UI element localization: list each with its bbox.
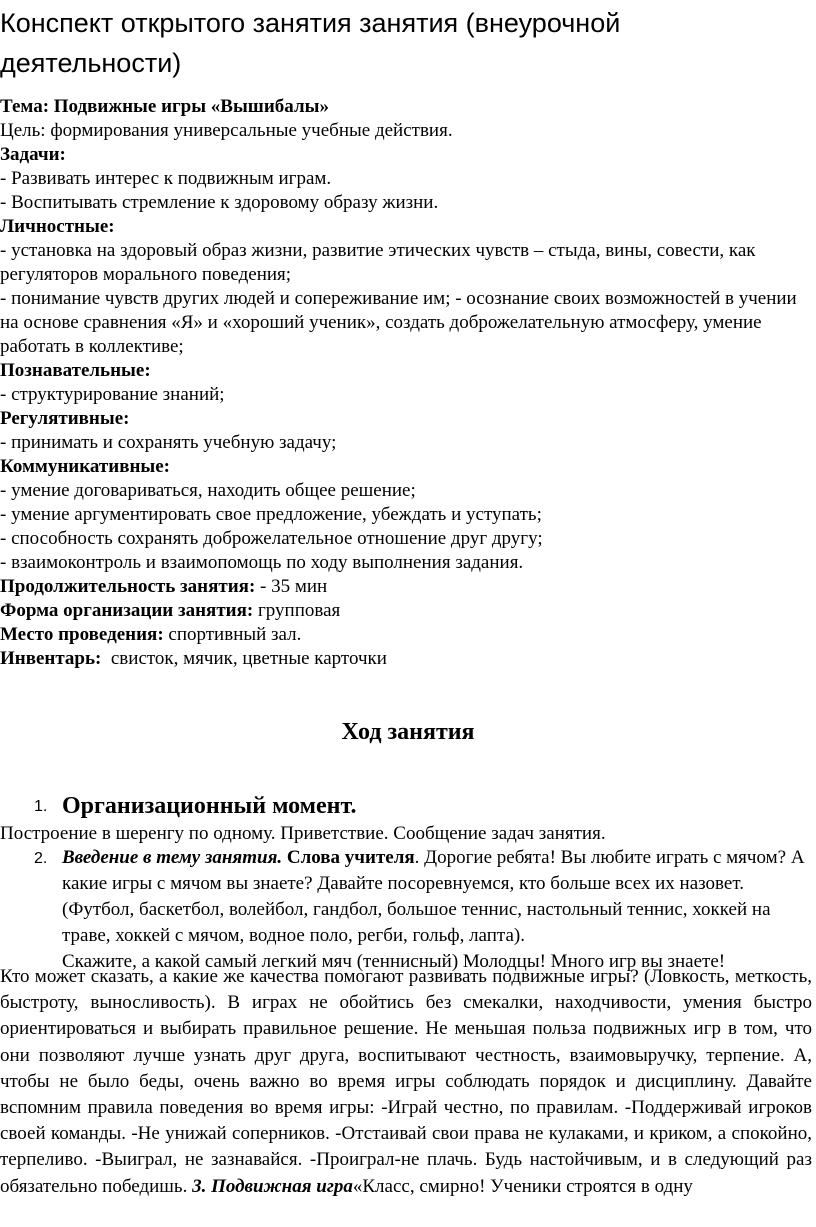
lesson-info xyxy=(0,95,812,671)
personal-item: - понимание чувств других людей и сопереживание им; - осознание своих возможностей в учении на основе сравнения «Я» и «хороший ученик», создать доброжелательную атмосферу, умение работать в коллективе; xyxy=(0,288,797,357)
step-2-text: . Дорогие ребята! Вы любите играть с мячом? А какие игры с мячом вы знаете? Давайте посоревнуемся, кто больше всех их назовет. (Футбол, баскетбол, волейбол, гандбол, большое теннис, настольный теннис, хоккей на траве, хоккей с мячом, водное поло, регби, гольф, лапта). xyxy=(62,847,805,946)
step-1-item xyxy=(0,791,816,823)
personal-item: - установка на здоровый образ жизни, развитие этических чувств – стыда, вины, совести, как регуляторов морального поведения; xyxy=(0,240,756,285)
step-1-section xyxy=(0,822,812,846)
communicative-item: - умение аргументировать свое предложение, убеждать и уступать; xyxy=(0,504,542,525)
place-line xyxy=(0,623,812,647)
step-2-teacher: Слова учителя xyxy=(282,847,415,868)
step-1-text: Построение в шеренгу по одному. Приветствие. Сообщение задач занятия. xyxy=(0,823,606,844)
step-2-text2: Скажите, а какой самый легкий мяч (теннисный) Молодцы! Много игр вы знаете! xyxy=(62,951,726,972)
paragraph-text: Кто может сказать, а какие же качества помогают развивать подвижные игры? (Ловкость, меткость, быстроту, выносливость). В играх не обойтись без смекалки, находчивости, умения быстро ориентироваться и выбирать правильное решение. Не меньшая польза подвижных игр в том, что они позволяют лучше узнать друг друга, воспитывают честность, взаимовыручку, терпение. А, чтобы не было беды, очень важно во время игры соблюдать порядок и дисциплину. Давайте вспомним правила поведения во время игры: -Играй честно, по правилам. -Поддерживай игроков своей команды. -Не унижай соперников. -Отстаивай свои права не кулаками, и криком, а спокойно, терпеливо. -Выиграл, не зазнавайся. -Проиграл-не плачь. Будь настойчивым, и в следующий раз обязательно победишь. xyxy=(0,966,812,1197)
personal-label: Личностные: xyxy=(0,216,115,237)
step-3-label: 3. Подвижная игра xyxy=(192,1175,353,1197)
inventory-line xyxy=(0,647,812,671)
goal-text: Цель: формирования универсальные учебные действия. xyxy=(0,120,453,141)
place-label: Место проведения: xyxy=(0,624,164,645)
duration-line xyxy=(0,575,812,599)
communicative-label: Коммуникативные: xyxy=(0,456,170,477)
step-1-number: 1. xyxy=(34,798,48,815)
form-value: групповая xyxy=(253,600,341,621)
form-line xyxy=(0,599,812,623)
step-2-paragraph xyxy=(62,845,810,949)
tasks-label: Задачи: xyxy=(0,144,66,165)
inventory-value: свисток, мячик, цветные карточки xyxy=(101,648,387,669)
duration-label: Продолжительность занятия: xyxy=(0,576,256,597)
communicative-item: - способность сохранять доброжелательное отношение друг другу; xyxy=(0,528,543,549)
step-2-number: 2. xyxy=(34,850,48,867)
regulatory-item: - принимать и сохранять учебную задачу; xyxy=(0,432,337,453)
step-3-text: «Класс, смирно! Ученики строятся в одну xyxy=(352,1175,693,1197)
cognitive-item: - структурирование знаний; xyxy=(0,384,225,405)
step-1-title: Организационный момент. xyxy=(62,793,357,819)
form-label: Форма организации занятия: xyxy=(0,600,254,621)
topic-label: Тема: Подвижные игры «Вышибалы» xyxy=(0,96,329,117)
inventory-label: Инвентарь: xyxy=(0,648,102,669)
step-2-title: Введение в тему занятия. xyxy=(62,847,283,868)
document-title: Конспект открытого занятия занятия (внеурочной деятельности) xyxy=(0,8,621,78)
communicative-item: - умение договариваться, находить общее решение; xyxy=(0,480,416,501)
cognitive-label: Познавательные: xyxy=(0,360,151,381)
paragraph-line xyxy=(0,964,812,1200)
tasks-item: - Воспитывать стремление к здоровому образу жизни. xyxy=(0,192,439,213)
step-2-item xyxy=(62,845,810,975)
regulatory-label: Регулятивные: xyxy=(0,408,130,429)
communicative-item: - взаимоконтроль и взаимопомощь по ходу выполнения задания. xyxy=(0,552,524,573)
progress-heading: Ход занятия xyxy=(341,719,475,745)
place-value: спортивный зал. xyxy=(163,624,302,645)
duration-value: - 35 мин xyxy=(255,576,328,597)
main-paragraph xyxy=(0,964,812,1200)
tasks-item: - Развивать интерес к подвижным играм. xyxy=(0,168,332,189)
